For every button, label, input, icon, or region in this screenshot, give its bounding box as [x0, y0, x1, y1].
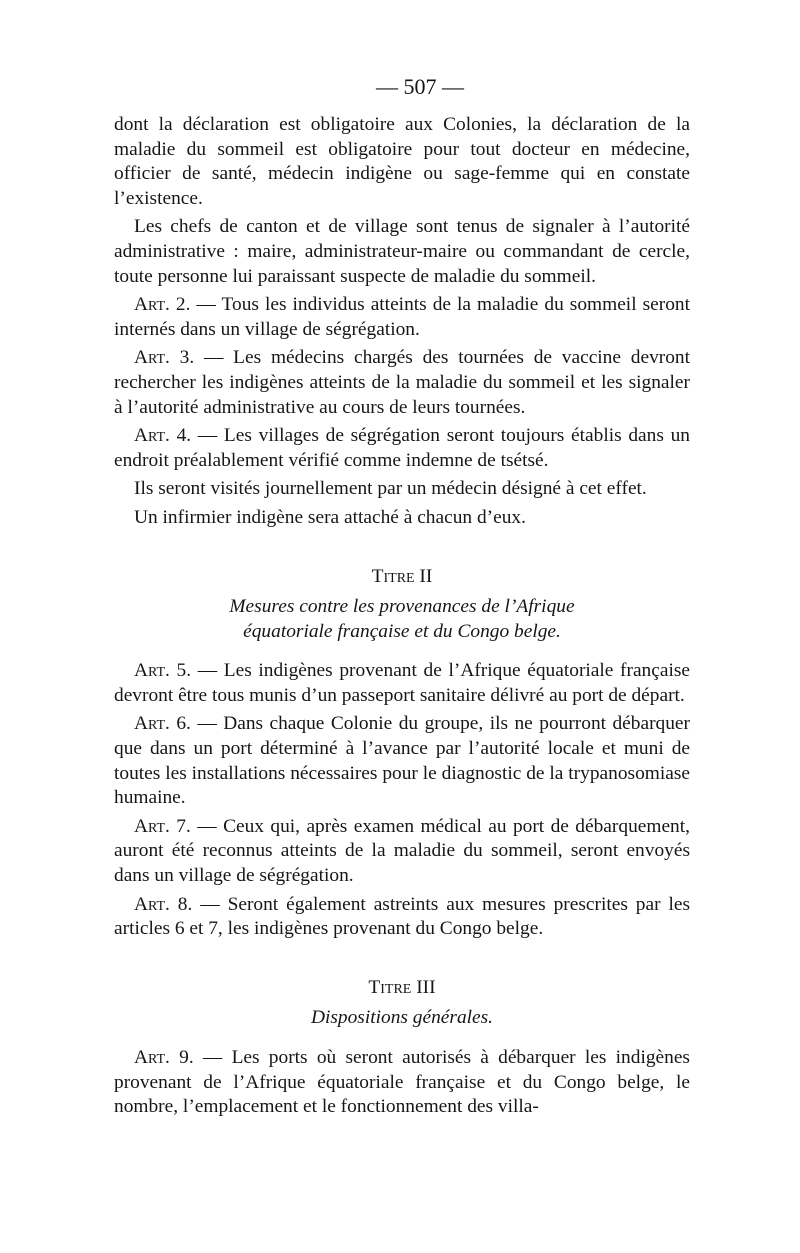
article-4-text: — Les villages de ségrégation seront toujours établis dans un endroit préalablement vérifié comme indemne de tsétsé. — [114, 425, 690, 471]
article-2-label: Art. 2. — [134, 294, 191, 316]
titre-2-subtitle: Mesures contre les provenances de l’Afrique équatoriale française et du Congo belge. — [229, 596, 575, 642]
titre-3-heading: Titre III — [368, 976, 436, 998]
article-9-text: — Les ports où seront autorisés à débarquer les indigènes provenant de l’Afrique équatoriale française et du Congo belge, le nombre, l’emplacement et le fonctionnement des villa- — [114, 1047, 690, 1118]
article-9-label: Art. 9. — [134, 1047, 194, 1068]
paragraph-declaration: dont la déclaration est obligatoire aux Colonies, la déclaration de la maladie du sommeil est obligatoire pour tout docteur en médecine, officier de santé, médecin indigène ou sage-femme qui en constate l’existence. — [114, 114, 690, 209]
article-8-text: — Seront également astreints aux mesures prescrites par les articles 6 et 7, les indigènes provenant du Congo belge. — [114, 893, 690, 940]
article-8-label: Art. 8. — [134, 893, 193, 915]
article-8 — [114, 893, 690, 942]
article-5 — [114, 659, 690, 708]
article-3-text: — Les médecins chargés des tournées de vaccine devront rechercher les indigènes atteints de la maladie du sommeil et les signaler à l’autorité administrative au cours de leurs tournées. — [114, 347, 690, 418]
article-2 — [114, 293, 690, 342]
paragraph-visites: Ils seront visités journellement par un médecin désigné à cet effet. — [134, 478, 647, 500]
paragraph-chefs-de-canton: Les chefs de canton et de village sont tenus de signaler à l’autorité administrative : maire, administrateur-maire ou commandant de cercle, toute personne lui paraissant suspecte de maladie du sommeil. — [114, 216, 690, 287]
article-3-label: Art. 3. — [134, 347, 195, 369]
article-7-label: Art. 7. — [134, 815, 191, 837]
article-3 — [114, 346, 690, 420]
titre-3-subtitle: Dispositions générales. — [310, 1007, 494, 1029]
article-7-text: — Ceux qui, après examen médical au port de débarquement, auront été reconnus atteints de la maladie du sommeil, seront envoyés dans un village de ségrégation. — [114, 815, 690, 887]
titre-2-heading: Titre II — [371, 565, 433, 587]
paragraph-infirmier: Un infirmier indigène sera attaché à chacun d’eux. — [134, 506, 526, 528]
article-4 — [114, 424, 690, 473]
article-2-text: — Tous les individus atteints de la maladie du sommeil seront internés dans un village de ségrégation. — [114, 294, 690, 340]
article-9 — [114, 1046, 690, 1120]
article-6 — [114, 712, 690, 810]
page-number: — 507 — — [376, 74, 464, 99]
article-5-label: Art. 5. — [134, 660, 192, 682]
article-6-label: Art. 6. — [134, 713, 191, 735]
article-7 — [114, 815, 690, 889]
article-6-text: — Dans chaque Colonie du groupe, ils ne pourront débarquer que dans un port déterminé à l’avance par l’autorité locale et muni de toutes les installations nécessaires pour le diagnostic de la trypanosomiase humaine. — [114, 713, 690, 809]
article-4-label: Art. 4. — [134, 425, 192, 447]
body-text — [114, 113, 690, 1124]
article-5-text: — Les indigènes provenant de l’Afrique équatoriale française devront être tous munis d’un passeport sanitaire délivré au port de départ. — [114, 660, 690, 706]
